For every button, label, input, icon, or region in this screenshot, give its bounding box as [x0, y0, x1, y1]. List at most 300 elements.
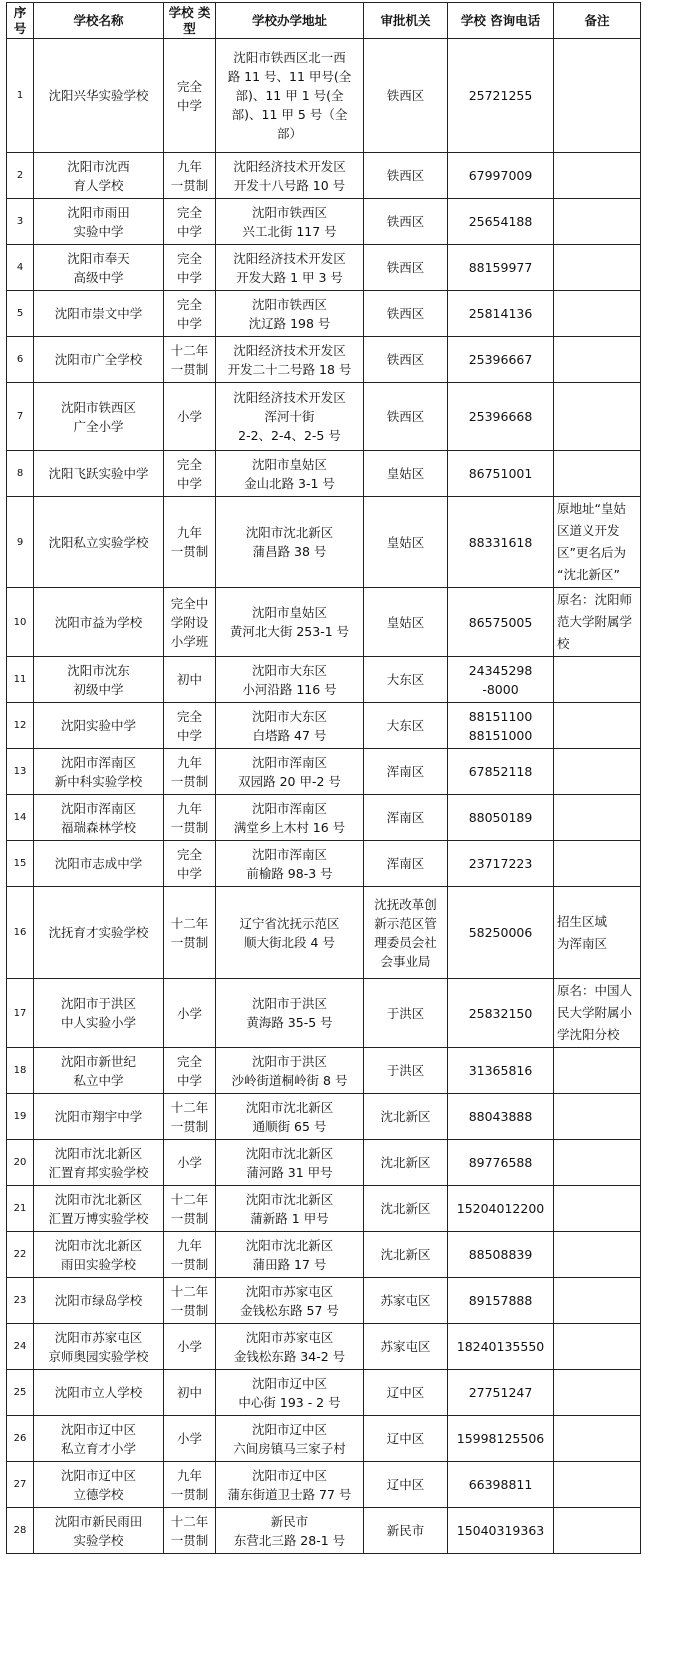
approval-authority-cell	[364, 383, 448, 451]
table-row	[7, 1324, 641, 1370]
row-index-cell	[7, 337, 34, 383]
school-address: 沈阳市铁西区 沈辽路 198 号	[248, 296, 331, 331]
approval-authority-cell	[364, 1324, 448, 1370]
contact-phone-cell	[448, 1370, 554, 1416]
school-address: 沈阳市皇姑区 黄河北大街 253-1 号	[229, 605, 350, 639]
approval-authority: 于洪区	[386, 1005, 425, 1021]
school-type-cell	[164, 1462, 216, 1508]
school-address: 沈阳经济技术开发区 开发十八号路 10 号	[233, 158, 346, 193]
approval-authority: 沈北新区	[380, 1201, 431, 1216]
school-type: 小学	[176, 409, 202, 424]
row-index-cell	[7, 749, 34, 795]
contact-phone-cell	[448, 337, 554, 383]
remark-cell	[554, 1508, 641, 1554]
contact-phone: 88159977	[468, 260, 533, 275]
school-address-cell	[216, 795, 364, 841]
contact-phone: 88508839	[468, 1247, 533, 1262]
approval-authority: 皇姑区	[386, 534, 425, 550]
remark-cell	[554, 1048, 641, 1094]
school-type: 十二年 一贯制	[170, 1513, 209, 1548]
approval-authority-cell	[364, 1416, 448, 1462]
school-type-cell	[164, 153, 216, 199]
table-row	[7, 337, 641, 383]
contact-phone: 15998125506	[456, 1431, 545, 1446]
school-name-cell	[34, 1094, 164, 1140]
approval-authority: 于洪区	[386, 1063, 425, 1078]
school-address: 沈阳市辽中区 中心街 193 - 2 号	[238, 1375, 341, 1410]
row-index-cell	[7, 199, 34, 245]
contact-phone-cell	[448, 1048, 554, 1094]
contact-phone: 67852118	[468, 764, 533, 779]
school-address: 沈阳市沈北新区 通顺街 65 号	[245, 1099, 334, 1134]
remark-cell	[554, 1278, 641, 1324]
remark-cell	[554, 1186, 641, 1232]
contact-phone: 25396668	[468, 409, 533, 424]
contact-phone: 66398811	[468, 1477, 533, 1492]
row-index-cell	[7, 1232, 34, 1278]
row-index: 24	[13, 1341, 27, 1352]
remark-cell	[554, 979, 641, 1048]
approval-authority-cell	[364, 1186, 448, 1232]
school-address: 沈阳市于洪区 黄海路 35-5 号	[246, 996, 333, 1030]
contact-phone-cell	[448, 1186, 554, 1232]
approval-authority-cell	[364, 245, 448, 291]
school-name-cell	[34, 1140, 164, 1186]
contact-phone-cell	[448, 1416, 554, 1462]
school-name: 沈阳市奉天 高级中学	[67, 250, 130, 285]
approval-authority-cell	[364, 887, 448, 979]
row-index: 11	[13, 674, 27, 685]
school-name: 沈阳兴华实验学校	[48, 88, 149, 103]
row-index: 18	[13, 1065, 27, 1076]
school-type-cell	[164, 1232, 216, 1278]
row-index-cell	[7, 291, 34, 337]
approval-authority-cell	[364, 1232, 448, 1278]
remark-cell	[554, 199, 641, 245]
school-address-cell	[216, 199, 364, 245]
table-row	[7, 1048, 641, 1094]
row-index-cell	[7, 1186, 34, 1232]
approval-authority: 苏家屯区	[380, 1293, 431, 1308]
contact-phone: 88043888	[468, 1109, 533, 1124]
school-name-cell	[34, 588, 164, 657]
row-index-cell	[7, 841, 34, 887]
contact-phone: 15040319363	[456, 1523, 545, 1538]
approval-authority: 浑南区	[386, 856, 425, 871]
school-type: 十二年 一贯制	[170, 915, 209, 950]
remark-cell	[554, 1416, 641, 1462]
contact-phone: 58250006	[468, 925, 533, 940]
table-header	[7, 3, 641, 39]
remark-cell	[554, 887, 641, 979]
school-address-cell	[216, 383, 364, 451]
school-name: 沈阳市志成中学	[54, 856, 143, 871]
row-index-cell	[7, 153, 34, 199]
table-row	[7, 1278, 641, 1324]
school-address: 沈阳市苏家屯区 金钱松东路 57 号	[240, 1283, 339, 1318]
school-address-cell	[216, 1416, 364, 1462]
contact-phone-cell	[448, 1462, 554, 1508]
remark: 原地址“皇姑 区道义开发 区”更名后为 “沈北新区”	[557, 501, 626, 582]
table-row	[7, 887, 641, 979]
school-type-cell	[164, 1370, 216, 1416]
approval-authority-cell	[364, 795, 448, 841]
school-name-cell	[34, 1186, 164, 1232]
school-address-cell	[216, 887, 364, 979]
school-address: 新民市 东营北三路 28-1 号	[233, 1513, 346, 1548]
school-type: 初中	[176, 672, 202, 687]
table-row	[7, 1094, 641, 1140]
contact-phone: 25721255	[468, 88, 533, 103]
row-index-cell	[7, 245, 34, 291]
header-phone: 学校 咨询电话	[448, 3, 554, 39]
contact-phone-cell	[448, 153, 554, 199]
school-name-cell	[34, 39, 164, 153]
contact-phone-cell	[448, 749, 554, 795]
school-address-cell	[216, 1324, 364, 1370]
school-type-cell	[164, 199, 216, 245]
contact-phone: 25814136	[468, 306, 533, 321]
school-address: 沈阳经济技术开发区 浑河十街 2-2、2-4、2-5 号	[233, 390, 346, 443]
school-address-cell	[216, 39, 364, 153]
contact-phone: 15204012200	[456, 1201, 545, 1216]
approval-authority: 沈北新区	[380, 1247, 431, 1262]
table-row	[7, 451, 641, 497]
remark-cell	[554, 1462, 641, 1508]
approval-authority: 大东区	[386, 672, 425, 687]
school-address: 沈阳市沈北新区 蒲新路 1 甲号	[245, 1191, 334, 1226]
school-type-cell	[164, 383, 216, 451]
school-name: 沈阳市新民雨田 实验学校	[54, 1513, 143, 1548]
row-index-cell	[7, 383, 34, 451]
header-index: 序 号	[7, 3, 34, 39]
approval-authority: 皇姑区	[386, 466, 425, 481]
contact-phone: 23717223	[468, 856, 533, 871]
school-address: 沈阳市苏家屯区 金钱松东路 34-2 号	[233, 1329, 346, 1364]
school-name: 沈阳市沈北新区 雨田实验学校	[54, 1237, 143, 1272]
remark-cell	[554, 153, 641, 199]
table-row	[7, 1370, 641, 1416]
school-address: 沈阳市大东区 白塔路 47 号	[251, 708, 327, 743]
remark: 原名：中国人 民大学附属小 学沈阳分校	[557, 983, 633, 1042]
school-address-cell	[216, 1186, 364, 1232]
school-address-cell	[216, 979, 364, 1048]
remark-cell	[554, 1324, 641, 1370]
school-name: 沈阳实验中学	[60, 718, 136, 733]
school-address-cell	[216, 1370, 364, 1416]
contact-phone: 89157888	[468, 1293, 533, 1308]
school-name-cell	[34, 497, 164, 588]
approval-authority-cell	[364, 337, 448, 383]
school-name-cell	[34, 383, 164, 451]
approval-authority-cell	[364, 497, 448, 588]
school-name: 沈阳飞跃实验中学	[48, 466, 149, 481]
school-address: 沈阳市大东区 小河沿路 116 号	[242, 662, 337, 697]
approval-authority: 沈北新区	[380, 1155, 431, 1170]
approval-authority: 苏家屯区	[380, 1339, 431, 1354]
school-type-cell	[164, 337, 216, 383]
school-name: 沈阳市浑南区 福瑞森林学校	[60, 800, 136, 835]
contact-phone: 18240135550	[456, 1339, 545, 1354]
school-name: 沈阳市沈西 育人学校	[67, 158, 130, 193]
school-type-cell	[164, 657, 216, 703]
school-address: 沈阳市铁西区 兴工北街 117 号	[242, 204, 337, 239]
remark-cell	[554, 657, 641, 703]
contact-phone: 86751001	[468, 466, 533, 481]
contact-phone: 24345298 -8000	[468, 662, 533, 697]
row-index-cell	[7, 657, 34, 703]
school-type: 初中	[176, 1385, 202, 1400]
school-name-cell	[34, 749, 164, 795]
school-type: 完全 中学	[176, 204, 202, 239]
school-address: 辽宁省沈抚示范区 顺大街北段 4 号	[239, 915, 340, 950]
contact-phone: 27751247	[468, 1385, 533, 1400]
contact-phone-cell	[448, 887, 554, 979]
school-type-cell	[164, 1186, 216, 1232]
row-index-cell	[7, 588, 34, 657]
school-name: 沈阳市铁西区 广全小学	[60, 399, 136, 434]
row-index: 17	[13, 1007, 27, 1019]
school-address: 沈阳市沈北新区 蒲昌路 38 号	[245, 525, 334, 559]
school-type-cell	[164, 1048, 216, 1094]
header-address: 学校办学地址	[216, 3, 364, 39]
school-name: 沈阳市立人学校	[54, 1385, 143, 1400]
school-table	[6, 2, 641, 1554]
table-row	[7, 1416, 641, 1462]
school-name: 沈阳市广全学校	[54, 352, 143, 367]
table-row	[7, 703, 641, 749]
school-name-cell	[34, 841, 164, 887]
row-index: 13	[13, 766, 27, 777]
school-type-cell	[164, 1094, 216, 1140]
contact-phone-cell	[448, 841, 554, 887]
school-address: 沈阳市铁西区北一西 路 11 号、11 甲号(全 部)、11 甲 1 号(全 部)、11 甲 5 号（全 部）	[227, 50, 352, 141]
school-name-cell	[34, 1462, 164, 1508]
header-name: 学校名称	[34, 3, 164, 39]
school-type-cell	[164, 1508, 216, 1554]
school-name-cell	[34, 337, 164, 383]
school-address-cell	[216, 245, 364, 291]
contact-phone-cell	[448, 1278, 554, 1324]
school-address: 沈阳市浑南区 满堂乡上木村 16 号	[233, 800, 346, 835]
school-name-cell	[34, 1048, 164, 1094]
school-name-cell	[34, 1416, 164, 1462]
row-index-cell	[7, 979, 34, 1048]
school-address-cell	[216, 1462, 364, 1508]
school-type-cell	[164, 451, 216, 497]
approval-authority-cell	[364, 749, 448, 795]
approval-authority-cell	[364, 979, 448, 1048]
school-address-cell	[216, 337, 364, 383]
school-name: 沈阳市新世纪 私立中学	[60, 1053, 136, 1088]
school-address-cell	[216, 657, 364, 703]
school-type: 十二年 一贯制	[170, 1191, 209, 1226]
school-name-cell	[34, 1508, 164, 1554]
row-index: 28	[13, 1525, 27, 1536]
school-address: 沈阳市沈北新区 蒲河路 31 甲号	[245, 1145, 334, 1180]
approval-authority: 铁西区	[386, 88, 425, 103]
contact-phone-cell	[448, 588, 554, 657]
row-index: 21	[13, 1203, 27, 1214]
approval-authority: 大东区	[386, 718, 425, 733]
school-address: 沈阳市于洪区 沙岭街道桐岭街 8 号	[231, 1053, 348, 1088]
remark-cell	[554, 39, 641, 153]
school-address-cell	[216, 451, 364, 497]
school-type: 完全 中学	[176, 456, 202, 491]
approval-authority-cell	[364, 1140, 448, 1186]
school-name: 沈阳市苏家屯区 京师奥园实验学校	[48, 1329, 149, 1364]
approval-authority-cell	[364, 153, 448, 199]
school-name: 沈阳市崇文中学	[54, 306, 143, 321]
contact-phone: 25396667	[468, 352, 533, 367]
row-index: 27	[13, 1479, 27, 1490]
school-type-cell	[164, 887, 216, 979]
table-row	[7, 153, 641, 199]
school-type-cell	[164, 979, 216, 1048]
row-index: 5	[16, 308, 24, 319]
table-row	[7, 588, 641, 657]
school-name-cell	[34, 1232, 164, 1278]
remark-cell	[554, 1370, 641, 1416]
row-index: 2	[16, 170, 24, 181]
school-address: 沈阳市沈北新区 蒲田路 17 号	[245, 1237, 334, 1272]
remark-cell	[554, 1140, 641, 1186]
row-index-cell	[7, 1324, 34, 1370]
row-index: 10	[13, 616, 27, 628]
school-type-cell	[164, 291, 216, 337]
school-name: 沈抚育才实验学校	[48, 925, 149, 940]
contact-phone-cell	[448, 1232, 554, 1278]
school-name: 沈阳市沈东 初级中学	[67, 662, 130, 697]
approval-authority: 铁西区	[386, 168, 425, 183]
school-name-cell	[34, 199, 164, 245]
school-type: 九年 一贯制	[170, 800, 209, 835]
remark-cell	[554, 497, 641, 588]
approval-authority: 沈北新区	[380, 1109, 431, 1124]
school-type: 小学	[176, 1431, 202, 1446]
approval-authority-cell	[364, 703, 448, 749]
contact-phone-cell	[448, 703, 554, 749]
approval-authority-cell	[364, 1094, 448, 1140]
school-type: 小学	[176, 1005, 202, 1021]
school-name: 沈阳市沈北新区 汇置育邦实验学校	[48, 1145, 149, 1180]
table-row	[7, 199, 641, 245]
approval-authority: 铁西区	[386, 214, 425, 229]
table-row	[7, 1140, 641, 1186]
school-address: 沈阳市辽中区 六间房镇马三家子村	[233, 1421, 346, 1456]
approval-authority: 皇姑区	[386, 614, 425, 630]
contact-phone: 25654188	[468, 214, 533, 229]
school-name-cell	[34, 979, 164, 1048]
school-type-cell	[164, 245, 216, 291]
table-row	[7, 979, 641, 1048]
contact-phone-cell	[448, 1140, 554, 1186]
school-name-cell	[34, 887, 164, 979]
row-index: 4	[16, 262, 24, 273]
table-row	[7, 657, 641, 703]
school-address-cell	[216, 1508, 364, 1554]
row-index-cell	[7, 451, 34, 497]
contact-phone: 25832150	[468, 1005, 533, 1021]
school-type-cell	[164, 1324, 216, 1370]
school-address-cell	[216, 1278, 364, 1324]
school-type: 九年 一贯制	[170, 1237, 209, 1272]
remark-cell	[554, 749, 641, 795]
approval-authority-cell	[364, 657, 448, 703]
table-row	[7, 1232, 641, 1278]
table-row	[7, 795, 641, 841]
table-row	[7, 1462, 641, 1508]
approval-authority-cell	[364, 1048, 448, 1094]
school-name: 沈阳市于洪区 中人实验小学	[60, 996, 136, 1030]
approval-authority: 铁西区	[386, 306, 425, 321]
contact-phone: 31365816	[468, 1063, 533, 1078]
school-type: 九年 一贯制	[170, 1467, 209, 1502]
row-index: 7	[16, 411, 24, 422]
row-index: 19	[13, 1111, 27, 1122]
school-address-cell	[216, 1048, 364, 1094]
contact-phone: 67997009	[468, 168, 533, 183]
school-name-cell	[34, 1278, 164, 1324]
school-type-cell	[164, 703, 216, 749]
contact-phone-cell	[448, 1508, 554, 1554]
approval-authority-cell	[364, 1278, 448, 1324]
contact-phone-cell	[448, 245, 554, 291]
school-name-cell	[34, 291, 164, 337]
approval-authority: 铁西区	[386, 260, 425, 275]
table-row	[7, 383, 641, 451]
table-row	[7, 749, 641, 795]
table-row	[7, 841, 641, 887]
school-name-cell	[34, 1324, 164, 1370]
approval-authority-cell	[364, 291, 448, 337]
row-index-cell	[7, 39, 34, 153]
row-index-cell	[7, 1140, 34, 1186]
contact-phone-cell	[448, 291, 554, 337]
remark-cell	[554, 291, 641, 337]
school-type-cell	[164, 1278, 216, 1324]
school-type: 完全中 学附设 小学班	[170, 595, 209, 649]
school-type: 小学	[176, 1339, 202, 1354]
school-type: 完全 中学	[176, 846, 202, 881]
approval-authority-cell	[364, 1462, 448, 1508]
row-index: 22	[13, 1249, 27, 1260]
school-type-cell	[164, 1140, 216, 1186]
row-index-cell	[7, 703, 34, 749]
contact-phone: 89776588	[468, 1155, 533, 1170]
school-address-cell	[216, 1140, 364, 1186]
row-index: 23	[13, 1295, 27, 1306]
school-address: 沈阳经济技术开发区 开发二十二号路 18 号	[227, 342, 352, 377]
school-name: 沈阳市浑南区 新中科实验学校	[54, 754, 143, 789]
school-address-cell	[216, 749, 364, 795]
school-type-cell	[164, 39, 216, 153]
row-index: 3	[16, 216, 24, 227]
row-index: 26	[13, 1433, 27, 1444]
school-address-cell	[216, 291, 364, 337]
approval-authority: 辽中区	[386, 1477, 425, 1492]
contact-phone-cell	[448, 199, 554, 245]
school-type: 完全 中学	[176, 1053, 202, 1088]
remark-cell	[554, 245, 641, 291]
row-index-cell	[7, 1048, 34, 1094]
remark-cell	[554, 1232, 641, 1278]
contact-phone-cell	[448, 657, 554, 703]
approval-authority: 辽中区	[386, 1431, 425, 1446]
school-type: 九年 一贯制	[170, 158, 209, 193]
row-index-cell	[7, 1370, 34, 1416]
contact-phone-cell	[448, 795, 554, 841]
